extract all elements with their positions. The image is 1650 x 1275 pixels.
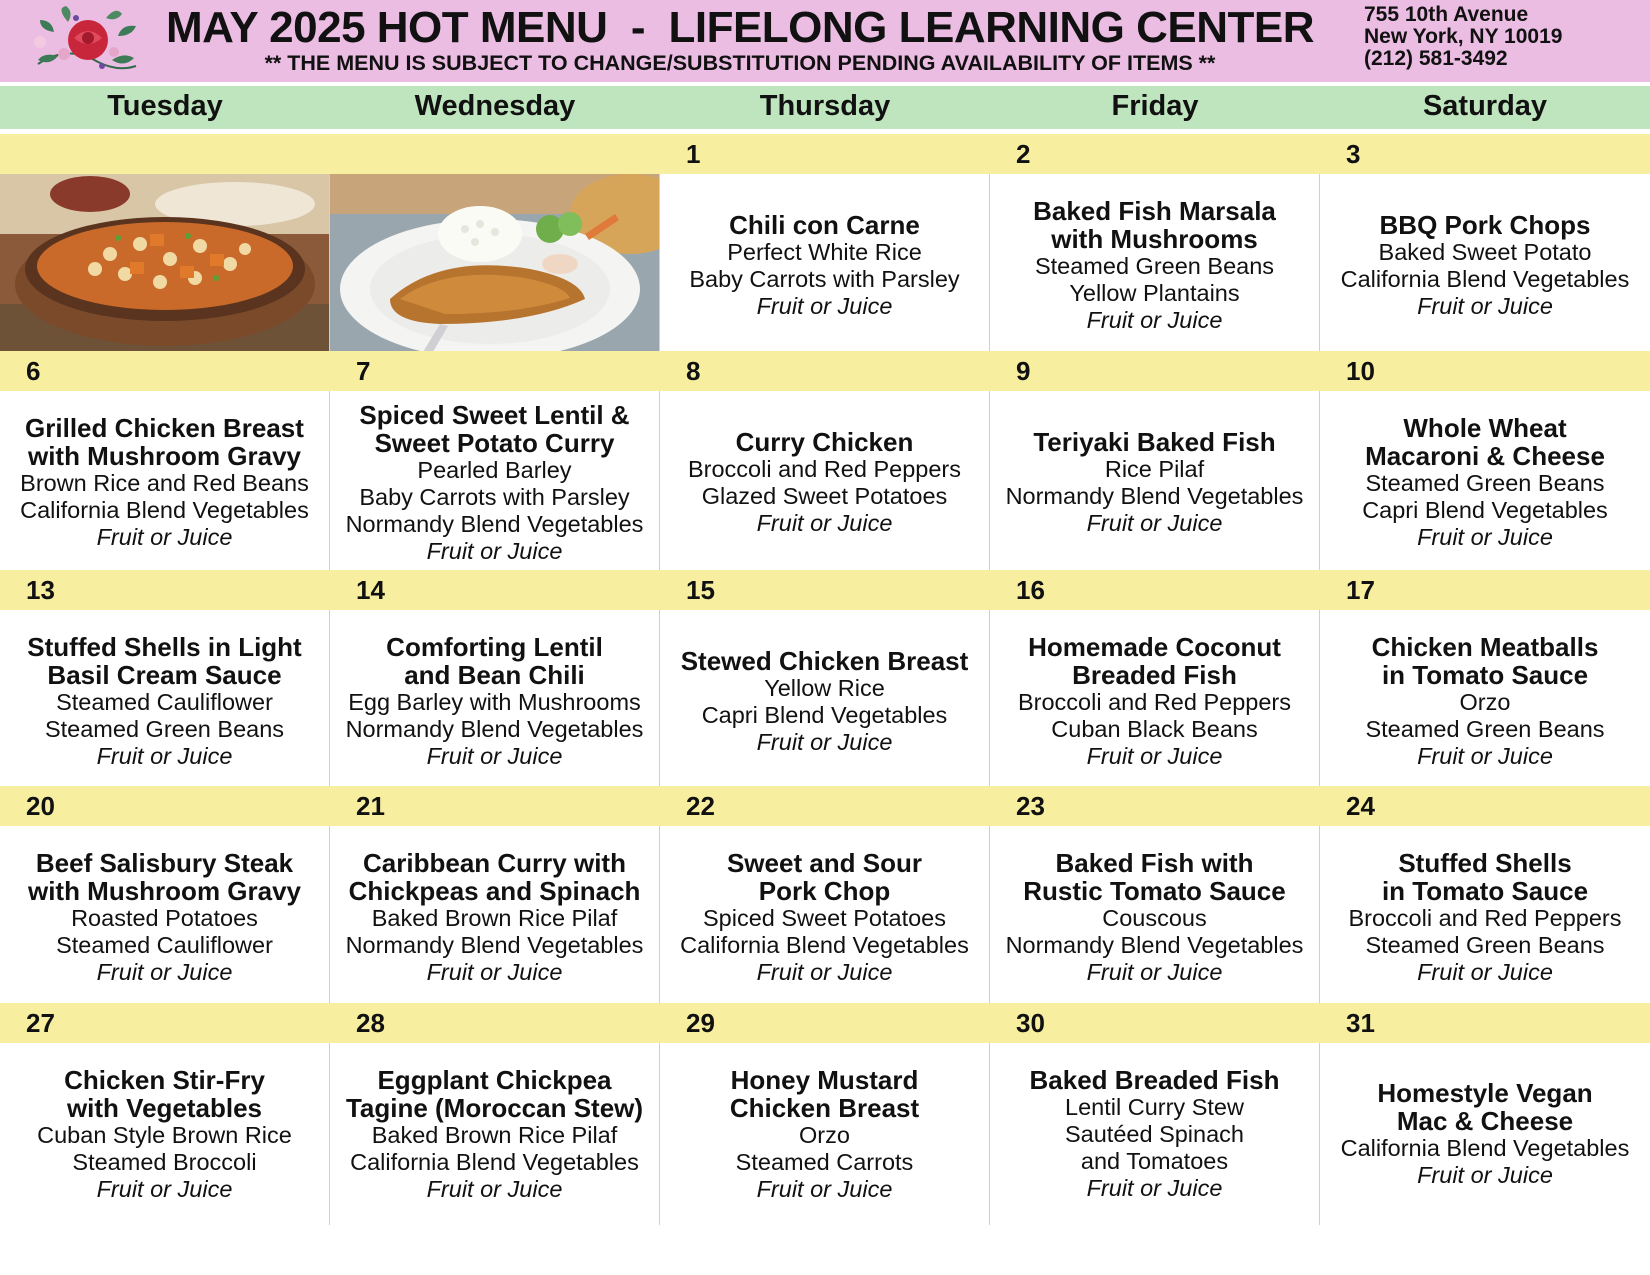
date-number: 14 (356, 575, 385, 605)
entree-name: Chili con Carne (729, 210, 920, 240)
side-dish: Steamed Green Beans (44, 716, 285, 742)
date-slot (330, 570, 660, 610)
fruit-or-juice: Fruit or Juice (756, 959, 893, 985)
date-number: 13 (26, 575, 55, 605)
fruit-or-juice: Fruit or Juice (756, 293, 893, 319)
entree-name: Chicken Meatballs in Tomato Sauce (1371, 632, 1599, 690)
date-slot (990, 1003, 1320, 1043)
breaded-fish-plate-photo (330, 174, 660, 357)
date-number: 17 (1346, 575, 1375, 605)
side-dish: Normandy Blend Vegetables (345, 932, 644, 958)
entree-name: Stuffed Shells in Light Basil Cream Sauce (27, 632, 302, 690)
entree-name: Whole Wheat Macaroni & Cheese (1365, 413, 1605, 471)
phone-number: (212) 581-3492 (1364, 47, 1508, 70)
fruit-or-juice: Fruit or Juice (426, 537, 563, 564)
weekday-label: Wednesday (414, 90, 576, 122)
side-dish: Rice Pilaf (1104, 456, 1205, 482)
date-number: 24 (1346, 791, 1375, 821)
weekday-label: Thursday (759, 90, 891, 122)
date-slot (660, 134, 990, 174)
side-dish: Couscous (1102, 905, 1207, 931)
menu-cell (660, 174, 990, 357)
date-slot (990, 786, 1320, 826)
page-subtitle: ** THE MENU IS SUBJECT TO CHANGE/SUBSTITUTION PENDING AVAILABILITY OF ITEMS ** (264, 51, 1216, 75)
date-band (0, 351, 1650, 391)
side-dish: Steamed Green Beans (1365, 932, 1605, 958)
date-slot (660, 1003, 990, 1043)
fruit-or-juice: Fruit or Juice (1086, 1175, 1223, 1201)
fruit-or-juice: Fruit or Juice (1417, 959, 1553, 985)
side-dish: California Blend Vegetables (20, 497, 309, 523)
menu-cell (330, 1043, 660, 1225)
side-dish: Steamed Green Beans (1034, 253, 1275, 279)
date-band (0, 570, 1650, 610)
weekday-header-row (0, 86, 1650, 129)
entree-name: Chicken Stir-Fry with Vegetables (64, 1064, 265, 1123)
date-slot (1320, 134, 1650, 174)
date-number: 30 (1016, 1008, 1045, 1038)
fruit-or-juice: Fruit or Juice (1086, 307, 1223, 333)
bean-stew-photo (0, 174, 330, 357)
side-dish: Baked Brown Rice Pilaf (371, 905, 618, 931)
rose-logo-icon (28, 4, 144, 78)
date-slot (330, 351, 660, 391)
fruit-or-juice: Fruit or Juice (96, 743, 233, 769)
date-slot (330, 1003, 660, 1043)
date-slot (660, 570, 990, 610)
fruit-or-juice: Fruit or Juice (1417, 1162, 1553, 1188)
date-slot (660, 351, 990, 391)
fruit-or-juice: Fruit or Juice (756, 510, 893, 536)
entree-name: Eggplant Chickpea Tagine (Moroccan Stew) (345, 1064, 644, 1123)
fruit-or-juice: Fruit or Juice (1417, 293, 1553, 319)
side-dish: Spiced Sweet Potatoes (703, 905, 946, 931)
side-dish: Brown Rice and Red Beans (20, 470, 309, 496)
date-slot (990, 134, 1320, 174)
side-dish: California Blend Vegetables (1340, 1135, 1630, 1161)
menu-cell (990, 826, 1320, 1009)
entree-name: Caribbean Curry with Chickpeas and Spinach (348, 848, 641, 906)
date-slot (1320, 1003, 1650, 1043)
side-dish: Steamed Green Beans (1365, 716, 1605, 742)
side-dish: Capri Blend Vegetables (1362, 497, 1608, 523)
menu-cell (990, 174, 1320, 357)
menu-cell (660, 826, 990, 1009)
menu-header (0, 0, 1650, 82)
side-dish: Cuban Style Brown Rice (37, 1121, 292, 1148)
side-dish: Steamed Broccoli (72, 1148, 257, 1175)
date-number: 31 (1346, 1008, 1375, 1038)
date-slot (1320, 570, 1650, 610)
entree-name: BBQ Pork Chops (1379, 210, 1591, 240)
date-number: 23 (1016, 791, 1045, 821)
side-dish: Capri Blend Vegetables (701, 702, 948, 728)
menu-cell (1320, 610, 1650, 793)
menu-cell (0, 1043, 330, 1225)
date-number: 7 (356, 356, 371, 386)
weekday-label: Friday (1111, 90, 1199, 122)
side-dish: Steamed Carrots (735, 1148, 914, 1175)
side-dish: Yellow Plantains (1069, 280, 1240, 306)
date-slot (990, 570, 1320, 610)
menu-cell (1320, 826, 1650, 1009)
date-number: 21 (356, 791, 385, 821)
menu-cell (660, 610, 990, 793)
fruit-or-juice: Fruit or Juice (96, 1175, 233, 1202)
date-slot (1320, 351, 1650, 391)
side-dish: Sautéed Spinach (1064, 1121, 1244, 1147)
entree-name: Comforting Lentil and Bean Chili (386, 632, 603, 690)
date-number: 22 (686, 791, 715, 821)
date-slot (1320, 786, 1650, 826)
menu-cell (330, 610, 660, 793)
menu-cell (0, 610, 330, 793)
entree-name: Stewed Chicken Breast (680, 646, 969, 676)
date-band (0, 134, 1650, 174)
date-number: 15 (686, 575, 715, 605)
address-block (1364, 4, 1644, 70)
entree-name: Honey Mustard Chicken Breast (729, 1064, 920, 1123)
side-dish: Baby Carrots with Parsley (359, 483, 630, 510)
menu-cell (990, 1043, 1320, 1225)
date-number: 27 (26, 1008, 55, 1038)
address-line1: 755 10th Avenue (1364, 3, 1529, 26)
date-number: 10 (1346, 356, 1375, 386)
week-row (0, 786, 1650, 1009)
side-dish: Normandy Blend Vegetables (1005, 932, 1304, 958)
side-dish: Normandy Blend Vegetables (1005, 483, 1304, 509)
fruit-or-juice: Fruit or Juice (756, 729, 893, 755)
side-dish: Orzo (799, 1121, 850, 1148)
menu-cell (0, 826, 330, 1009)
date-number: 3 (1346, 139, 1361, 169)
fruit-or-juice: Fruit or Juice (426, 743, 563, 769)
side-dish: and Tomatoes (1080, 1148, 1229, 1174)
entree-name: Baked Fish with Rustic Tomato Sauce (1023, 848, 1286, 906)
entree-name: Homestyle Vegan Mac & Cheese (1377, 1078, 1593, 1136)
entree-name: Spiced Sweet Lentil & Sweet Potato Curry (359, 399, 630, 458)
date-number: 29 (686, 1008, 715, 1038)
side-dish: Normandy Blend Vegetables (345, 716, 644, 742)
week-row (0, 1003, 1650, 1225)
week-row (0, 351, 1650, 574)
menu-cell (660, 1043, 990, 1225)
menu-cell (1320, 174, 1650, 357)
menu-cell (0, 391, 330, 574)
date-number: 8 (686, 356, 701, 386)
side-dish: Pearled Barley (417, 456, 572, 483)
date-slot (330, 134, 660, 174)
side-dish: Baby Carrots with Parsley (689, 266, 960, 292)
entree-name: Grilled Chicken Breast with Mushroom Gravy (25, 413, 304, 471)
date-number: 20 (26, 791, 55, 821)
side-dish: Perfect White Rice (727, 239, 922, 265)
side-dish: Baked Brown Rice Pilaf (371, 1121, 618, 1148)
fruit-or-juice: Fruit or Juice (1417, 743, 1553, 769)
date-number: 9 (1016, 356, 1031, 386)
address-line2: New York, NY 10019 (1364, 25, 1563, 48)
side-dish: Steamed Green Beans (1365, 470, 1605, 496)
fruit-or-juice: Fruit or Juice (96, 959, 233, 985)
entree-name: Teriyaki Baked Fish (1033, 427, 1276, 457)
date-band (0, 786, 1650, 826)
entree-name: Stuffed Shells in Tomato Sauce (1381, 848, 1589, 906)
entree-name: Baked Fish Marsala with Mushrooms (1033, 196, 1276, 254)
side-dish: California Blend Vegetables (680, 932, 969, 958)
menu-cell (330, 391, 660, 574)
date-number: 2 (1016, 139, 1031, 169)
side-dish: Yellow Rice (764, 675, 885, 701)
menu-cell (1320, 1043, 1650, 1225)
side-dish: Orzo (1459, 689, 1511, 715)
side-dish: Egg Barley with Mushrooms (348, 689, 641, 715)
date-slot (0, 570, 330, 610)
side-dish: Steamed Cauliflower (56, 932, 273, 958)
date-slot (0, 786, 330, 826)
date-slot (990, 351, 1320, 391)
side-dish: Baked Sweet Potato (1378, 239, 1592, 265)
side-dish: Cuban Black Beans (1051, 716, 1258, 742)
date-number: 16 (1016, 575, 1045, 605)
fruit-or-juice: Fruit or Juice (1086, 743, 1223, 769)
date-band (0, 1003, 1650, 1043)
week-row (0, 134, 1650, 357)
side-dish: Steamed Cauliflower (56, 689, 273, 715)
entree-name: Beef Salisbury Steak with Mushroom Gravy (27, 848, 302, 906)
side-dish: California Blend Vegetables (1340, 266, 1630, 292)
menu-cells (0, 610, 1650, 793)
entree-name: Sweet and Sour Pork Chop (726, 848, 923, 906)
fruit-or-juice: Fruit or Juice (96, 524, 233, 550)
menu-cell (1320, 391, 1650, 574)
date-slot (0, 351, 330, 391)
fruit-or-juice: Fruit or Juice (426, 1175, 563, 1202)
side-dish: Glazed Sweet Potatoes (701, 483, 948, 509)
fruit-or-juice: Fruit or Juice (1086, 510, 1223, 536)
menu-cell (990, 610, 1320, 793)
fruit-or-juice: Fruit or Juice (1086, 959, 1223, 985)
menu-cell (660, 391, 990, 574)
date-slot (660, 786, 990, 826)
fruit-or-juice: Fruit or Juice (426, 959, 563, 985)
fruit-or-juice: Fruit or Juice (1417, 524, 1553, 550)
menu-cells (0, 826, 1650, 1009)
weekday-label: Saturday (1422, 90, 1548, 122)
date-number: 28 (356, 1008, 385, 1038)
date-slot (0, 1003, 330, 1043)
date-number: 6 (26, 356, 41, 386)
date-slot (330, 786, 660, 826)
menu-cells (0, 391, 1650, 574)
fruit-or-juice: Fruit or Juice (756, 1175, 893, 1202)
entree-name: Homemade Coconut Breaded Fish (1028, 632, 1281, 690)
side-dish: Roasted Potatoes (71, 905, 258, 931)
side-dish: Broccoli and Red Peppers (687, 456, 961, 482)
entree-name: Curry Chicken (735, 427, 914, 457)
side-dish: Broccoli and Red Peppers (1348, 905, 1622, 931)
page-title: MAY 2025 HOT MENU - LIFELONG LEARNING CENTER (165, 3, 1315, 52)
side-dish: Normandy Blend Vegetables (345, 510, 644, 537)
menu-cells (0, 1043, 1650, 1225)
side-dish: California Blend Vegetables (350, 1148, 639, 1175)
side-dish: Broccoli and Red Peppers (1017, 689, 1291, 715)
menu-cell (990, 391, 1320, 574)
entree-name: Baked Breaded Fish (1029, 1065, 1280, 1095)
week-row (0, 570, 1650, 793)
menu-cells (0, 174, 1650, 357)
menu-cell (330, 826, 660, 1009)
date-number: 1 (686, 139, 701, 169)
weekday-label: Tuesday (107, 90, 223, 122)
date-slot (0, 134, 330, 174)
side-dish: Lentil Curry Stew (1065, 1094, 1244, 1120)
